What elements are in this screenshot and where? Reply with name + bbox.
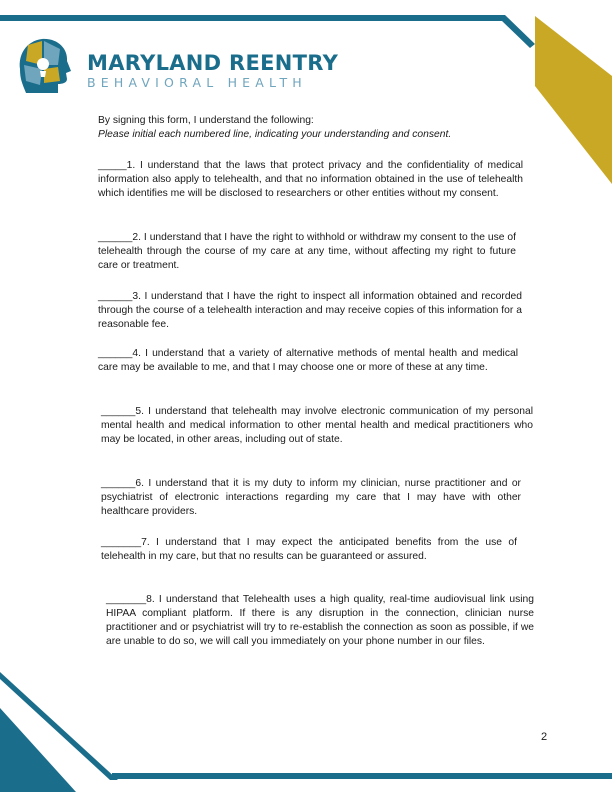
consent-item-text: 2. I understand that I have the right to withhold or withdraw my consent to the use of telehealth through the course of my care at any time, without affecting my right to future care or treatment. [98,232,516,271]
consent-item-6 [101,477,521,519]
consent-item-text: 3. I understand that I have the right to inspect all information obtained and recorded through the course of a telehealth interaction and may receive copies of this information for a reasonable fee. [98,291,522,330]
intro-instruction: Please initial each numbered line, indicating your understanding and consent. [98,129,452,140]
initial-blank[interactable]: ______ [98,232,133,243]
top-teal-bar [0,15,535,48]
consent-item-text: 4. I understand that a variety of alternative methods of mental health and medical care may be available to me, and that I may choose one or more of these at any time. [98,348,518,373]
initial-blank[interactable]: ______ [98,348,133,359]
org-logo-text [87,52,338,91]
consent-item-2 [98,231,516,273]
page-number: 2 [541,731,548,743]
consent-item-5 [101,405,533,447]
consent-item-3 [98,290,522,332]
consent-item-text: 5. I understand that telehealth may involve electronic communication of my personal mental health and medical information to other mental health and medical practitioners who may be located, in other areas, including out of state. [101,406,533,445]
head-logo-icon [14,35,72,97]
bottom-left-teal-triangle [0,708,76,792]
initial-blank[interactable]: _______ [106,594,147,605]
initial-blank[interactable]: ______ [98,291,133,302]
consent-item-text: 1. I understand that the laws that protect privacy and the confidentiality of medical information also apply to telehealth, and that no information obtained in the use of telehealth which identifies me will be disclosed to researchers or other entities without my consent. [98,160,523,199]
consent-item-text: 8. I understand that Telehealth uses a high quality, real-time audiovisual link using HIPAA compliant platform. If there is any disruption in the connection, clinician nurse practitioner and or psychiatrist will try to re-establish the connection as soon as possible, if we are unable to do so, we will call you immediately on your phone number in our files. [106,594,534,647]
initial-blank[interactable]: _____ [98,160,127,171]
consent-item-4 [98,347,518,375]
intro-block [98,114,451,142]
initial-blank[interactable]: _______ [101,537,142,548]
initial-blank[interactable]: ______ [101,406,136,417]
org-name: MARYLAND REENTRY [87,51,339,75]
bottom-teal-bar [112,773,612,779]
consent-item-1 [98,159,523,201]
consent-item-text: 6. I understand that it is my duty to inform my clinician, nurse practitioner and or psychiatrist of electronic interactions regarding my care that I may have with other healthcare providers. [101,478,521,517]
consent-item-8 [106,593,534,649]
consent-item-text: 7. I understand that I may expect the anticipated benefits from the use of telehealth in my care, but that no results can be guaranteed or assured. [101,537,517,562]
org-subtitle: BEHAVIORAL HEALTH [87,75,307,90]
gold-corner-triangle [535,16,612,184]
consent-item-7 [101,536,517,564]
initial-blank[interactable]: ______ [101,478,136,489]
intro-line: By signing this form, I understand the following: [98,115,314,126]
